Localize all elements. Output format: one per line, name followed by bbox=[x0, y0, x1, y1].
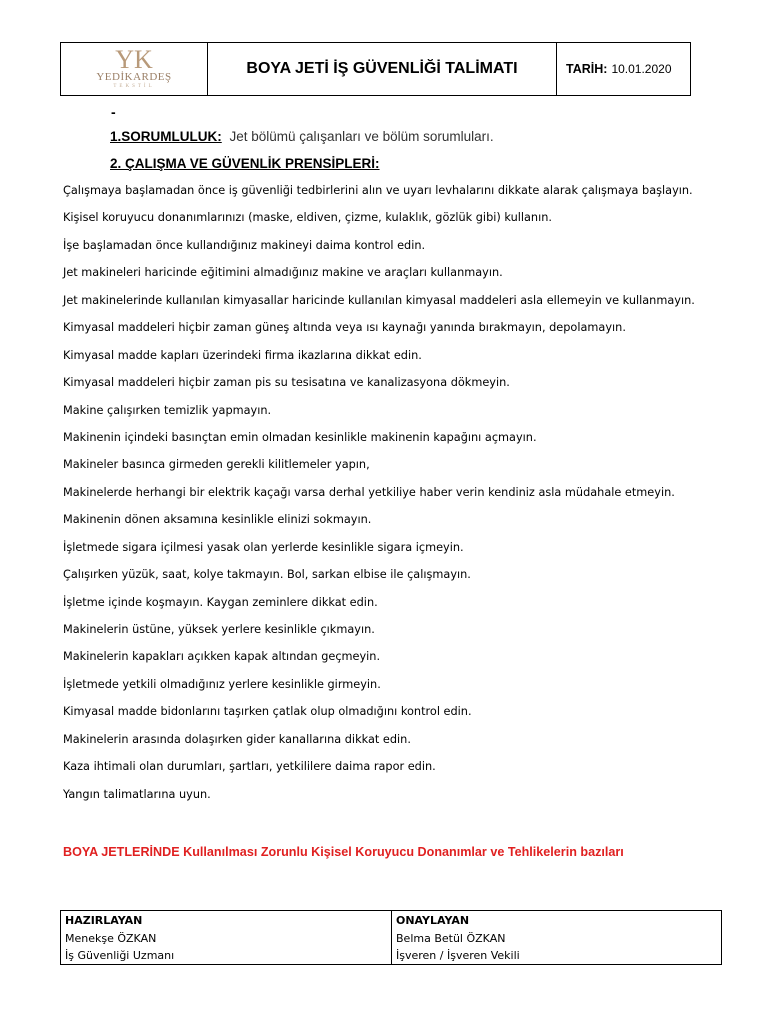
list-item: Makinenin içindeki basınçtan emin olmadan kesinlikle makinenin kapağını açmayın. bbox=[63, 430, 537, 444]
list-item: İşletmede yetkili olmadığınız yerlere kesinlikle girmeyin. bbox=[63, 677, 381, 691]
list-item: Makinenin dönen aksamına kesinlikle elinizi sokmayın. bbox=[63, 513, 372, 527]
document-title: BOYA JETİ İŞ GÜVENLİĞİ TALİMATI bbox=[208, 43, 557, 95]
section-1-heading: 1.SORUMLULUK: bbox=[110, 129, 222, 144]
signature-table bbox=[60, 910, 722, 965]
logo-name: YEDİKARDEŞ bbox=[96, 70, 172, 83]
rules-list bbox=[63, 182, 695, 813]
ppe-note: BOYA JETLERİNDE Kullanılması Zorunlu Kişisel Koruyucu Donanımlar ve Tehlikelerin bazıları bbox=[63, 845, 624, 859]
list-item: İşletmede sigara içilmesi yasak olan yerlerde kesinlikle sigara içmeyin. bbox=[63, 540, 464, 554]
section-1 bbox=[110, 129, 494, 144]
list-item: Kişisel koruyucu donanımlarınızı (maske, eldiven, çizme, kulaklık, gözlük gibi) kullanın. bbox=[63, 211, 552, 225]
company-logo bbox=[61, 43, 208, 95]
list-item: Makinelerin üstüne, yüksek yerlere kesinlikle çıkmayın. bbox=[63, 623, 375, 636]
list-item: İşletme içinde koşmayın. Kaygan zeminlere dikkat edin. bbox=[63, 595, 378, 609]
approved-by-cell bbox=[391, 911, 721, 964]
list-item: Makinelerde herhangi bir elektrik kaçağı varsa derhal yetkiliye haber verin kendiniz asla müdahale etmeyin. bbox=[63, 485, 675, 499]
list-item: Kimyasal maddeleri hiçbir zaman güneş altında veya ısı kaynağı yanında bırakmayın, depolamayın. bbox=[63, 321, 626, 335]
logo-subtitle: TEKSTİL bbox=[113, 83, 155, 89]
prepared-by-cell bbox=[61, 911, 391, 964]
approved-by-title: İşveren / İşveren Vekili bbox=[396, 949, 520, 962]
list-item: Makine çalışırken temizlik yapmayın. bbox=[63, 403, 272, 417]
section-2-heading: 2. ÇALIŞMA VE GÜVENLİK PRENSİPLERİ: bbox=[110, 156, 380, 171]
bullet-dash: - bbox=[111, 104, 116, 120]
header-table bbox=[60, 42, 691, 96]
list-item: Çalışmaya başlamadan önce iş güvenliği tedbirlerini alın ve uyarı levhalarını dikkate alarak çalışmaya başlayın. bbox=[63, 184, 693, 197]
list-item: Kimyasal madde kapları üzerindeki firma ikazlarına dikkat edin. bbox=[63, 348, 422, 362]
logo-mark: YK bbox=[115, 44, 153, 74]
list-item: İşe başlamadan önce kullandığınız makineyi daima kontrol edin. bbox=[63, 238, 426, 252]
prepared-by-title: İş Güvenliği Uzmanı bbox=[65, 949, 175, 962]
list-item: Makinelerin kapakları açıkken kapak altından geçmeyin. bbox=[63, 650, 381, 664]
approved-by-role: ONAYLAYAN bbox=[396, 914, 470, 927]
list-item: Makinelerin arasında dolaşırken gider kanallarına dikkat edin. bbox=[63, 732, 411, 746]
date-label: TARİH: bbox=[566, 62, 608, 76]
list-item: Kimyasal madde bidonlarını taşırken çatlak olup olmadığını kontrol edin. bbox=[63, 705, 472, 719]
section-1-text: Jet bölümü çalışanları ve bölüm sorumluları. bbox=[229, 129, 494, 144]
list-item: Kimyasal maddeleri hiçbir zaman pis su tesisatına ve kanalizasyona dökmeyin. bbox=[63, 376, 510, 390]
list-item: Jet makineleri haricinde eğitimini almadığınız makine ve araçları kullanmayın. bbox=[63, 266, 503, 280]
date-cell bbox=[557, 43, 690, 95]
list-item: Kaza ihtimali olan durumları, şartları, yetkililere daima rapor edin. bbox=[63, 760, 436, 774]
list-item: Jet makinelerinde kullanılan kimyasallar haricinde kullanılan kimyasal maddeleri asla ellemeyin ve kullanmayın. bbox=[63, 293, 695, 307]
date-value: 10.01.2020 bbox=[611, 62, 672, 76]
prepared-by-name: Menekşe ÖZKAN bbox=[65, 931, 157, 945]
list-item: Yangın talimatlarına uyun. bbox=[63, 787, 211, 801]
prepared-by-role: HAZIRLAYAN bbox=[65, 914, 143, 927]
approved-by-name: Belma Betül ÖZKAN bbox=[396, 931, 506, 945]
list-item: Makineler basınca girmeden gerekli kilitlemeler yapın, bbox=[63, 458, 370, 472]
list-item: Çalışırken yüzük, saat, kolye takmayın. Bol, sarkan elbise ile çalışmayın. bbox=[63, 568, 471, 582]
